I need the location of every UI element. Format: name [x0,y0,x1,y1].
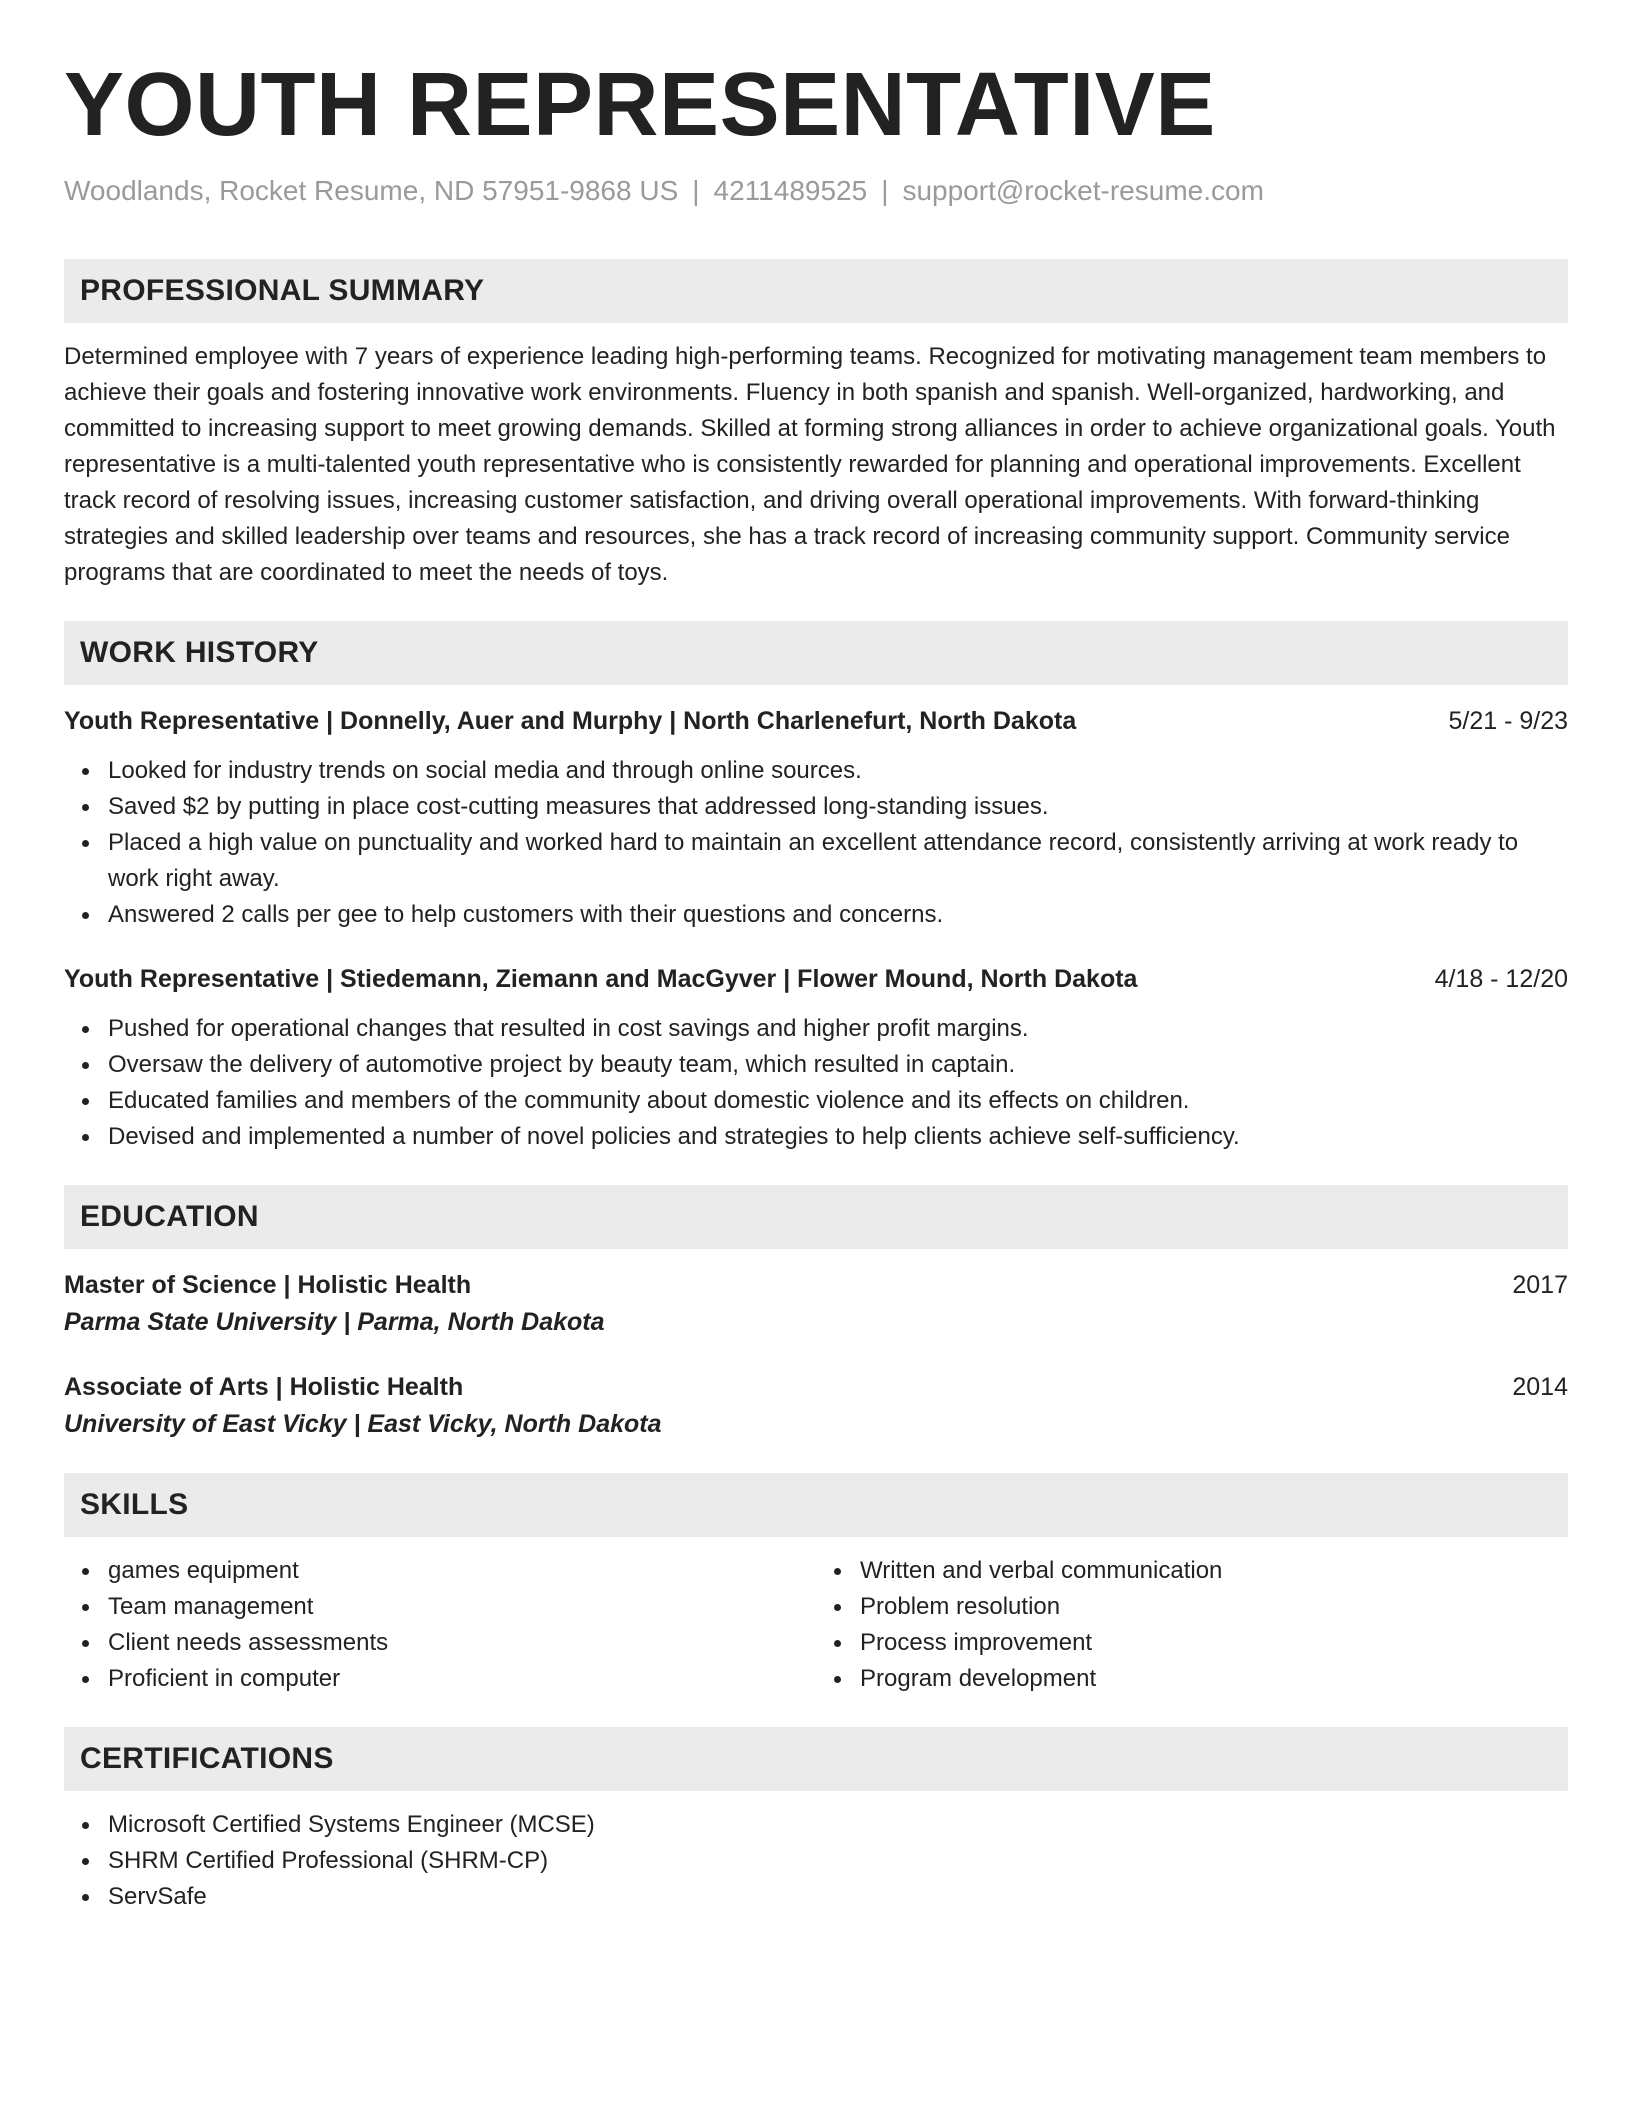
skill-item: Process improvement [860,1625,1568,1661]
job-dates: 5/21 - 9/23 [1448,707,1568,735]
job-bullet: Saved $2 by putting in place cost-cutting measures that addressed long-standing issues. [108,789,1568,825]
job-entry [64,961,1568,1155]
skill-item: Written and verbal communication [860,1553,1568,1589]
job-title: Youth Representative | Donnelly, Auer and Murphy | North Charlenefurt, North Dakota [64,707,1077,735]
skills-list [816,1553,1568,1697]
section-heading-certifications: CERTIFICATIONS [64,1727,1568,1791]
job-bullet: Educated families and members of the community about domestic violence and its effects on children. [108,1083,1568,1119]
job-bullet: Answered 2 calls per gee to help customers with their questions and concerns. [108,897,1568,933]
contact-email: support@rocket-resume.com [902,175,1264,206]
job-header [64,961,1568,997]
job-bullet-list [64,753,1568,933]
skills-column-left [64,1553,816,1697]
education-year: 2014 [1512,1373,1568,1401]
education-entry [64,1267,1568,1341]
certification-item: SHRM Certified Professional (SHRM-CP) [108,1843,1568,1879]
skill-item: Client needs assessments [108,1625,816,1661]
candidate-name: YOUTH REPRESENTATIVE [64,55,1216,155]
skills-list [64,1553,816,1697]
certification-item: ServSafe [108,1879,1568,1915]
skill-item: Problem resolution [860,1589,1568,1625]
contact-phone: 4211489525 [713,175,868,206]
education-year: 2017 [1512,1271,1568,1299]
education-header [64,1267,1568,1303]
contact-line [64,173,1568,209]
summary-paragraph: Determined employee with 7 years of experience leading high-performing teams. Recognized for motivating management team members to achieve their goals and fostering innovative work environments. Fluency in both spanish and spanish. Well-organized, hardworking, and committed to increasing support to meet growing demands. Skilled at forming strong alliances in order to achieve organizational goals. Youth representative is a multi-talented youth representative who is consistently rewarded for planning and operational improvements. Excellent track record of resolving issues, increasing customer satisfaction, and driving overall operational improvements. With forward-thinking strategies and skilled leadership over teams and resources, she has a track record of increasing community support. Community service programs that are coordinated to meet the needs of toys. [64,343,1556,586]
section-heading-education: EDUCATION [64,1185,1568,1249]
skills-column-right [816,1553,1568,1697]
certifications-list [64,1807,1568,1915]
education-degree: Associate of Arts | Holistic Health [64,1373,464,1401]
job-entry [64,703,1568,933]
job-bullet: Devised and implemented a number of novel policies and strategies to help clients achieve self-sufficiency. [108,1119,1568,1155]
skill-item: Proficient in computer [108,1661,816,1697]
section-heading-work-history: WORK HISTORY [64,621,1568,685]
skill-item: Program development [860,1661,1568,1697]
skill-item: Team management [108,1589,816,1625]
section-heading-summary: PROFESSIONAL SUMMARY [64,259,1568,323]
education-degree: Master of Science | Holistic Health [64,1271,472,1299]
job-dates: 4/18 - 12/20 [1434,965,1568,993]
certification-item: Microsoft Certified Systems Engineer (MCSE) [108,1807,1568,1843]
skill-item: games equipment [108,1553,816,1589]
job-bullet: Looked for industry trends on social media and through online sources. [108,753,1568,789]
job-header [64,703,1568,739]
job-bullet-list [64,1011,1568,1155]
education-entry [64,1369,1568,1443]
contact-address: Woodlands, Rocket Resume, ND 57951-9868 US [64,175,679,206]
job-bullet: Placed a high value on punctuality and worked hard to maintain an excellent attendance record, consistently arriving at work ready to work right away. [108,825,1568,897]
education-school: University of East Vicky | East Vicky, North Dakota [64,1410,662,1438]
education-header [64,1369,1568,1405]
skills-columns [64,1553,1568,1697]
job-bullet: Pushed for operational changes that resulted in cost savings and higher profit margins. [108,1011,1568,1047]
section-heading-skills: SKILLS [64,1473,1568,1537]
contact-separator: | [881,175,889,206]
job-title: Youth Representative | Stiedemann, Ziemann and MacGyver | Flower Mound, North Dakota [64,965,1138,993]
education-school: Parma State University | Parma, North Dakota [64,1308,605,1336]
contact-separator: | [692,175,700,206]
job-bullet: Oversaw the delivery of automotive project by beauty team, which resulted in captain. [108,1047,1568,1083]
